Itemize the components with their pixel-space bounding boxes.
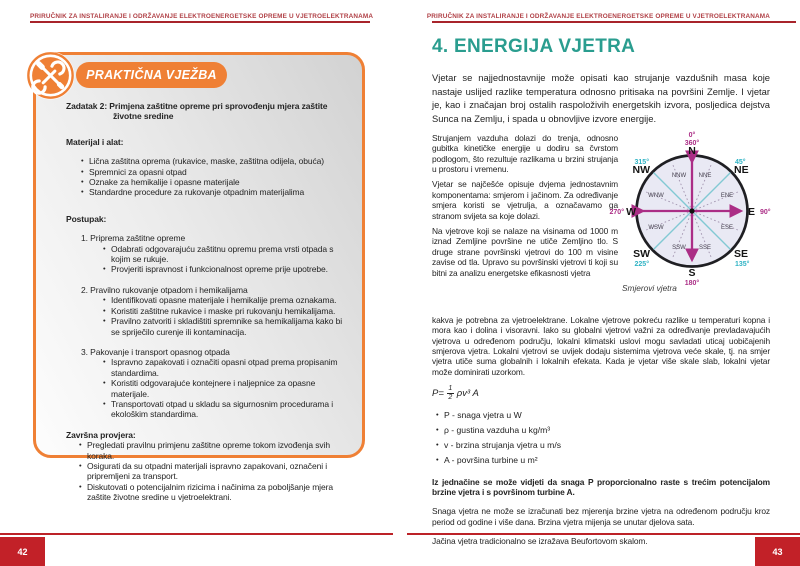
compass-secondary: WSW xyxy=(648,224,664,231)
step-title: 3. Pakovanje i transport opasnog otpada xyxy=(81,346,230,357)
task-title: Zadatak 2: Primjena zaštitne opreme pri sprovođenju mjera zaštite životne sredine xyxy=(66,101,328,122)
wind-compass xyxy=(592,127,792,300)
procedure-step xyxy=(81,347,352,420)
compass-secondary: WNW xyxy=(648,192,664,199)
compass-secondary: NNE xyxy=(698,172,712,179)
list-item: • Pregledati pravilnu primjenu zaštitne opreme tokom izvođenja svih koraka. xyxy=(79,440,352,461)
body-paragraph: Snaga vjetra ne može se izračunati bez mjerenja brzine vjetra na određenom području kroz period od godine i više dana. Brzina vjetra mijenja se unutar djelova sata. xyxy=(432,506,770,527)
right-page-content xyxy=(432,36,770,547)
list-item: • Provjeriti ispravnost i funkcionalnost opreme prije upotrebe. xyxy=(103,264,352,274)
list-item: • Koristiti zaštitne rukavice i maske pri rukovanju hemikalijama. xyxy=(103,306,352,316)
list-item: • Pravilno zatvoriti i skladištiti spremnike sa hemikalijama kako bi se spriječilo curenje ili kontaminacija. xyxy=(103,316,352,337)
step-bullets xyxy=(103,244,352,275)
practice-box-content xyxy=(33,52,365,503)
page-right xyxy=(400,0,800,566)
formula-numerator: 1 xyxy=(448,385,453,393)
list-item: • ρ - gustina vazduha u kg/m³ xyxy=(436,425,770,435)
compass-degree: 270° xyxy=(609,208,624,216)
step-title: 1. Priprema zaštitne opreme xyxy=(81,233,186,244)
materials-list xyxy=(81,156,352,198)
midsection xyxy=(432,133,770,313)
compass-degree: 180° xyxy=(684,279,700,287)
list-item: • Odabrati odgovarajuću zaštitnu opremu prema vrsti otpada s kojim se rukuje. xyxy=(103,244,352,265)
list-item: • Ispravno zapakovati i označiti opasni otpad prema propisanim standardima. xyxy=(103,357,352,378)
compass-caption: Smjerovi vjetra xyxy=(622,282,677,293)
final-check-list xyxy=(79,440,352,502)
body-paragraph: Strujanjem vazduha dolazi do trenja, odnosno gubitka kinetičke energije u dodiru sa čvrstom podlogom, što rezultuje razlikama u brzini strujanja u prostoru i vremenu. xyxy=(432,132,618,175)
procedure-heading: Postupak: xyxy=(66,213,107,224)
body-paragraph: kakva je potrebna za vjetroelektrane. Lokalne vjetrove pokreću razlike u temperaturi kopna i mora kao i dolina i visoravni. Iako su globalni vjetrovi važni za određivanje prevladavajućih vjetrova u određenom području, lokalni klimatski uslovi mogu savladati uticaj uobičajenih smjerova vjetra. Lokalni vjetrovi se uvijek dodaju sistemima vjetrova veće skale, tj. na smjer vjetra utiče suma globalnih i lokalnih efekata. Kada je vjetar više skale slab, lokalni vjetar može dominirati uzorkom. xyxy=(432,314,770,377)
chapter-title: 4. ENERGIJA VJETRA xyxy=(432,36,636,57)
body-paragraph: Iz jednačine se može vidjeti da snaga P proporcionalno raste s trećim potencijalom brzine vjetra i s površinom turbine A. xyxy=(432,476,770,498)
compass-cardinal: N xyxy=(688,144,696,157)
body-paragraph: Vjetar se najjednostavnije može opisati kao strujanje vazdušnih masa koje nastaje uslijed razlike temperatura odnosno pritisaka na površini Zemlje. I vjetar je, kao i značajan broj ostalih raspoloživih energetskih izvora, posljedica dejstva Sunca na Zemlju, i spada u obnovljive izvore energije. xyxy=(432,72,770,125)
text-column xyxy=(432,133,618,278)
compass-secondary: NNW xyxy=(671,172,687,179)
list-item: • Transportovati otpad u skladu sa sigurnosnim procedurama i ekološkim standardima. xyxy=(103,399,352,420)
materials-heading: Materijal i alat: xyxy=(66,136,124,147)
compass-secondary: ESE xyxy=(720,224,734,231)
list-item: • Identifikovati opasne materijale i hemikalije prema oznakama. xyxy=(103,295,352,305)
list-item: • P - snaga vjetra u W xyxy=(436,410,770,420)
compass-degree: 315° xyxy=(634,158,649,166)
page-number: 43 xyxy=(755,537,800,566)
compass-cardinal: SW xyxy=(633,247,650,260)
compass-degree: 90° xyxy=(760,208,771,216)
list-item: • Diskutovati o potencijalnim rizicima i načinima za poboljšanje mjera zaštite životne sredine u vjetroelektrani. xyxy=(79,482,352,503)
procedure-step xyxy=(81,233,352,275)
list-item: • Spremnici za opasni otpad xyxy=(81,167,352,177)
step-bullets xyxy=(103,295,352,337)
running-header: PRIRUČNIK ZA INSTALIRANJE I ODRŽAVANJE ELEKTROENERGETSKE OPREME U VJETROELEKTRANAMA xyxy=(30,13,374,20)
compass-degree: 360° xyxy=(684,139,700,147)
formula-rhs: ρv³ A xyxy=(456,387,479,399)
formula-denominator: 2 xyxy=(448,393,453,401)
variables-list xyxy=(436,410,770,464)
compass-cardinal: SE xyxy=(734,247,749,260)
power-formula xyxy=(432,385,770,401)
list-item: • Standardne procedure za rukovanje otpadnim materijalima xyxy=(81,187,352,197)
list-item: • Osigurati da su otpadni materijali ispravno zapakovani, označeni i pripremljeni za transport. xyxy=(79,461,352,482)
list-item: • A - površina turbine u m² xyxy=(436,455,770,465)
page-number: 42 xyxy=(0,537,45,566)
running-header: PRIRUČNIK ZA INSTALIRANJE I ODRŽAVANJE ELEKTROENERGETSKE OPREME U VJETROELEKTRANAMA xyxy=(426,13,770,20)
final-check-heading: Završna provjera: xyxy=(66,429,136,440)
formula-fraction xyxy=(447,385,454,401)
step-bullets xyxy=(103,357,352,419)
compass-cardinal: NE xyxy=(734,163,749,176)
body-paragraph: Jačina vjetra tradicionalno se izražava Beufortovom skalom. xyxy=(432,536,648,547)
list-item: • Koristiti odgovarajuće kontejnere i naljepnice za opasne materijale. xyxy=(103,378,352,399)
practice-badge: PRAKTIČNA VJEŽBA xyxy=(76,62,227,88)
formula-lhs: P= xyxy=(432,387,444,399)
footer-rule xyxy=(0,533,393,535)
compass-cardinal: W xyxy=(626,205,636,218)
list-item: • Lična zaštitna oprema (rukavice, maske, zaštitna odijela, obuća) xyxy=(81,156,352,166)
procedure-step xyxy=(81,285,352,337)
footer-rule xyxy=(407,533,800,535)
compass-degree: 45° xyxy=(735,158,746,166)
list-item: • Oznake za hemikalije i opasne materijale xyxy=(81,177,352,187)
compass-cardinal: E xyxy=(748,205,756,218)
compass-cardinal: S xyxy=(688,266,696,279)
header-rule xyxy=(432,21,796,23)
body-paragraph: Na vjetrove koji se nalaze na visinama od 1000 m iznad Zemljine površine ne utiče Zemljino tlo. S druge strane površinski vjetrovi do 100 m visine zavise od tla. Upravo su površinski vjetrovi ti koji su bitni za analizu energetske efikasnosti vjetra xyxy=(432,226,618,278)
compass-degree: 0° xyxy=(688,131,696,139)
compass-degree: 225° xyxy=(634,260,649,268)
compass-cardinal: NW xyxy=(632,163,650,176)
compass-secondary: ENE xyxy=(720,192,734,199)
compass-secondary: SSE xyxy=(698,244,712,251)
body-paragraph: Vjetar se najčešće opisuje dvjema jednostavnim komponentama: smjerom i jačinom. Za određivanje smjera koristi se vjetrulja, a označavamo ga stranom svijeta sa koje dolazi. xyxy=(432,179,618,221)
compass-degree: 135° xyxy=(735,260,750,268)
list-item: • v - brzina strujanja vjetra u m/s xyxy=(436,440,770,450)
header-rule xyxy=(30,21,370,23)
step-title: 2. Pravilno rukovanje otpadom i hemikalijama xyxy=(81,284,248,295)
compass-secondary: SSW xyxy=(672,244,686,251)
